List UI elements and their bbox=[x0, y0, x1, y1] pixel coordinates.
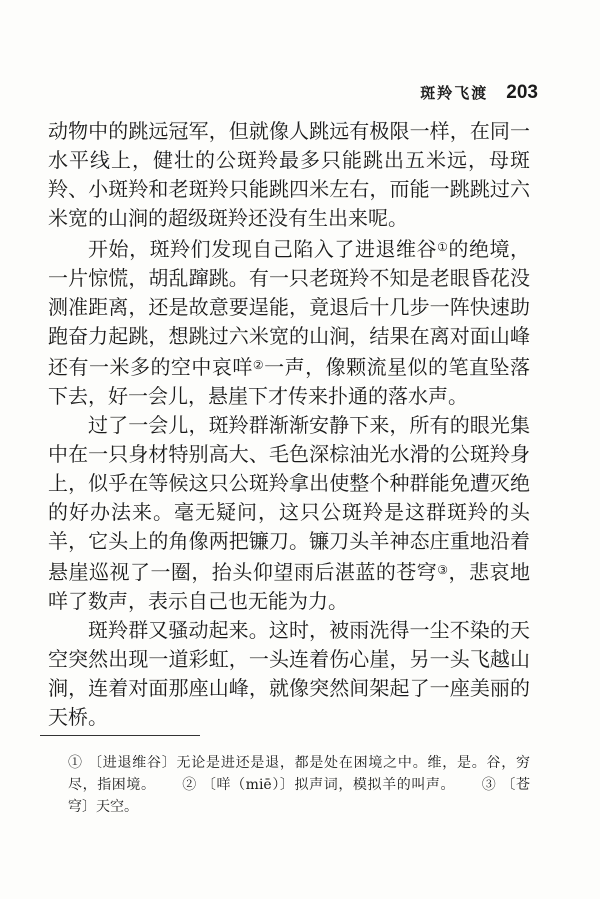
footnote-text: 〔苍穹〕天空。 bbox=[68, 777, 531, 815]
footnote-ref-3[interactable]: ③ bbox=[437, 563, 449, 577]
footnote-text: 〔咩（miē）〕拟声词，模拟羊的叫声。 bbox=[201, 777, 456, 793]
text-segment: 一声，像颗流星似的笔直坠落下去，好一会儿，悬崖下才传来扑通的落水声。 bbox=[48, 355, 531, 408]
paragraph-4 bbox=[48, 616, 530, 732]
text-segment: 动物中的跳远冠军，但就像人跳远有极限一样，在同一水平线上，健壮的公斑羚最多只能跳出五米远，母斑羚、小斑羚和老斑羚只能跳四米左右，而能一跳跳过六米宽的山涧的超级斑羚还没有生出来呢。 bbox=[48, 119, 530, 230]
text-segment: 的绝境，一片惊慌，胡乱蹿跳。有一只老斑羚不知是老眼昏花没测准距离，还是故意要逞能，竟退后十几步一阵快速助跑奋力起跳，想跳过六米宽的山涧，结果在离对面山峰还有一米多的空中哀咩 bbox=[48, 237, 531, 379]
text-segment: 开始，斑羚们发现自己陷入了进退维谷 bbox=[88, 237, 438, 261]
body-text bbox=[48, 117, 530, 732]
footnote-marker: ① bbox=[68, 755, 83, 771]
chapter-title: 斑羚飞渡 bbox=[420, 84, 489, 102]
text-segment: 过了一会儿，斑羚群渐渐安静下来，所有的眼光集中在一只身材特别高大、毛色深棕油光水滑的公斑羚身上，似乎在等候这只公斑羚拿出使整个种群能免遭灭绝的好办法来。毫无疑问，这只公斑羚是这群斑羚的头羊，它头上的角像两把镰刀。镰刀头羊神态庄重地沿着悬崖巡视了一圈，抬头仰望雨后湛蓝的苍穹 bbox=[48, 413, 530, 584]
footnote-marker: ② bbox=[181, 777, 197, 793]
paragraph-3 bbox=[48, 411, 530, 616]
footnote-2 bbox=[182, 777, 456, 793]
footnote-divider bbox=[40, 735, 200, 736]
text-segment: ，悲哀地咩了数声，表示自己也无能为力。 bbox=[48, 560, 530, 613]
text-segment: 斑羚群又骚动起来。这时，被雨洗得一尘不染的天空突然出现一道彩虹，一头连着伤心崖，另一头飞越山涧，连着对面那座山峰，就像突然间架起了一座美丽的天桥。 bbox=[48, 618, 530, 729]
paragraph-2 bbox=[48, 233, 530, 411]
footnote-ref-2[interactable]: ② bbox=[252, 358, 265, 372]
footnote-marker: ③ bbox=[481, 777, 497, 793]
page-number: 203 bbox=[506, 82, 538, 103]
running-header bbox=[420, 82, 538, 104]
footnote-ref-1[interactable]: ① bbox=[437, 240, 449, 254]
footnotes bbox=[68, 752, 530, 818]
paragraph-1 bbox=[48, 117, 530, 233]
footnote-text: 〔进退维谷〕无论是进还是退，都是处在困境之中。维，是。谷，穷尽，指困境。 bbox=[68, 755, 531, 793]
